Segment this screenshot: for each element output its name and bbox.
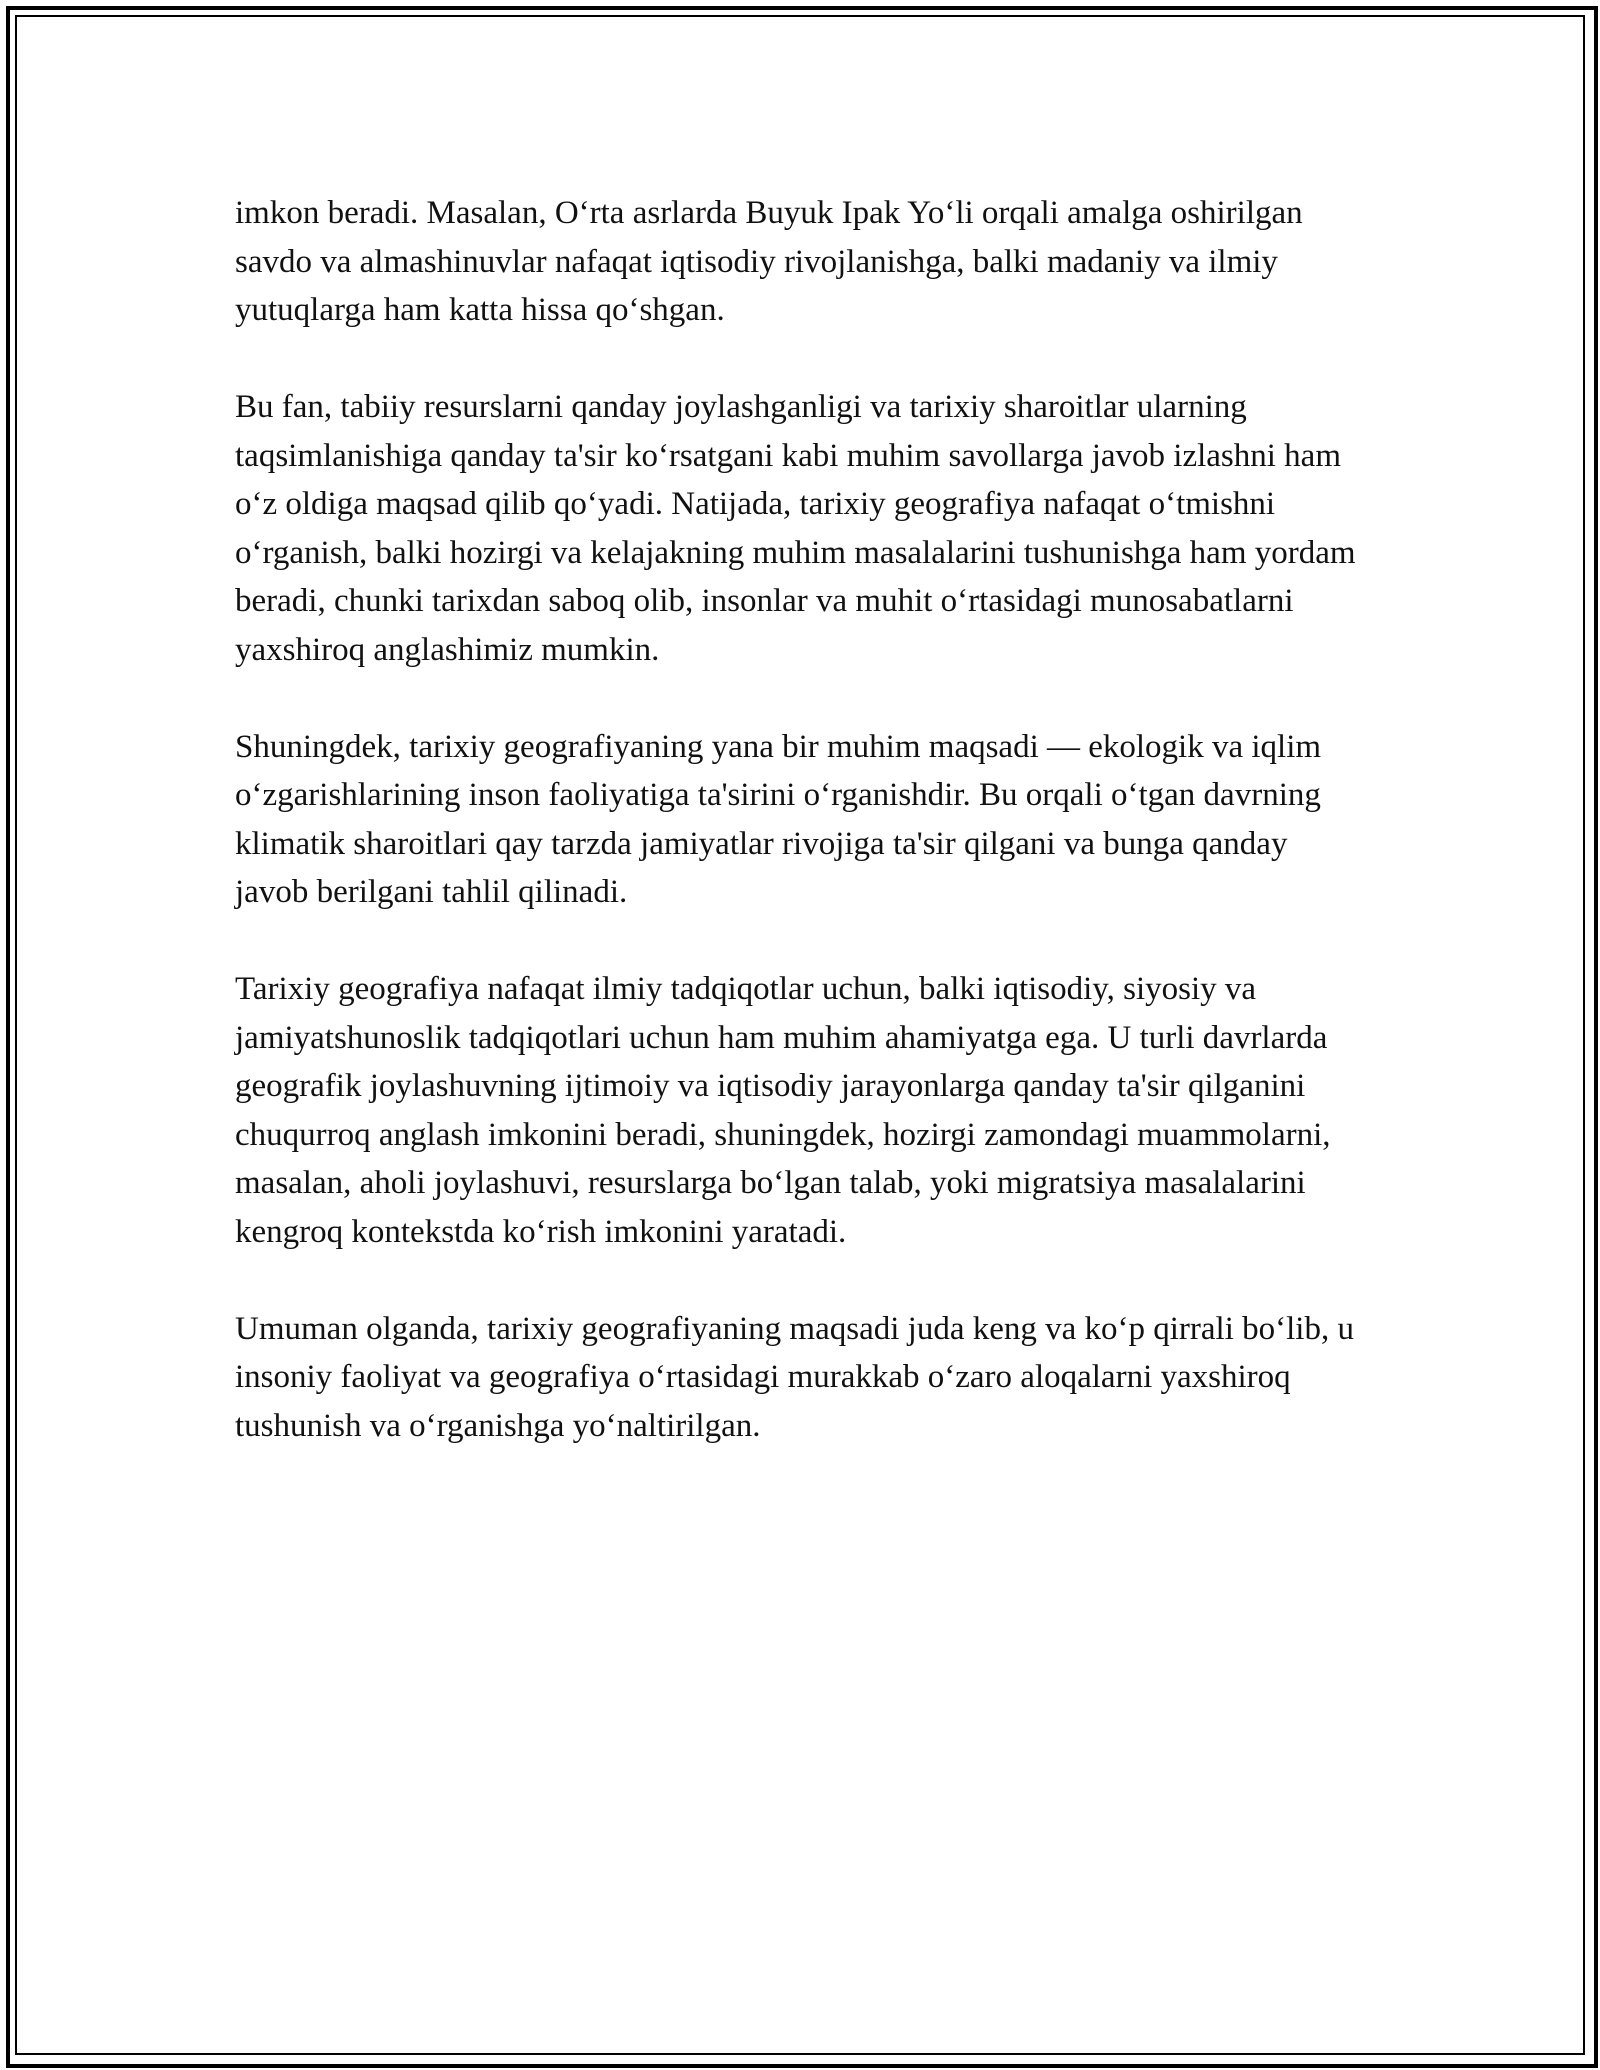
- paragraph-2: Bu fan, tabiiy resurslarni qanday joylashganligi va tarixiy sharoitlar ularning taqsimlanishiga qanday ta'sir koʻrsatgani kabi muhim savollarga javob izlashni ham oʻz oldiga maqsad qilib qoʻyadi. Natijada, tarixiy geografiya nafaqat oʻtmishni oʻrganish, balki hozirgi va kelajakning muhim masalalarini tushunishga ham yordam beradi, chunki tarixdan saboq olib, insonlar va muhit oʻrtasidagi munosabatlarni yaxshiroq anglashimiz mumkin.: [235, 389, 1356, 668]
- paragraph-1: imkon beradi. Masalan, Oʻrta asrlarda Buyuk Ipak Yoʻli orqali amalga oshirilgan savdo va almashinuvlar nafaqat iqtisodiy rivojlanishga, balki madaniy va ilmiy yutuqlarga ham katta hissa qoʻshgan.: [235, 195, 1303, 328]
- document-body: [235, 189, 1365, 1499]
- paragraph-5: Umuman olganda, tarixiy geografiyaning maqsadi juda keng va koʻp qirrali boʻlib, u insoniy faoliyat va geografiya oʻrtasidagi murakkab oʻzaro aloqalarni yaxshiroq tushunish va oʻrganishga yoʻnaltirilgan.: [235, 1310, 1354, 1444]
- paragraph-4: Tarixiy geografiya nafaqat ilmiy tadqiqotlar uchun, balki iqtisodiy, siyosiy va jamiyatshunoslik tadqiqotlari uchun ham muhim ahamiyatga ega. U turli davrlarda geografik joylashuvning ijtimoiy va iqtisodiy jarayonlarga qanday ta'sir qilganini chuqurroq anglash imkonini beradi, shuningdek, hozirgi zamondagi muammolarni, masalan, aholi joylashuvi, resurslarga boʻlgan talab, yoki migratsiya masalalarini kengroq kontekstda koʻrish imkonini yaratadi.: [235, 971, 1331, 1250]
- paragraph-3: Shuningdek, tarixiy geografiyaning yana bir muhim maqsadi — ekologik va iqlim oʻzgarishlarining inson faoliyatiga ta'sirini oʻrganishdir. Bu orqali oʻtgan davrning klimatik sharoitlari qay tarzda jamiyatlar rivojiga ta'sir qilgani va bunga qanday javob berilgani tahlil qilinadi.: [235, 728, 1322, 910]
